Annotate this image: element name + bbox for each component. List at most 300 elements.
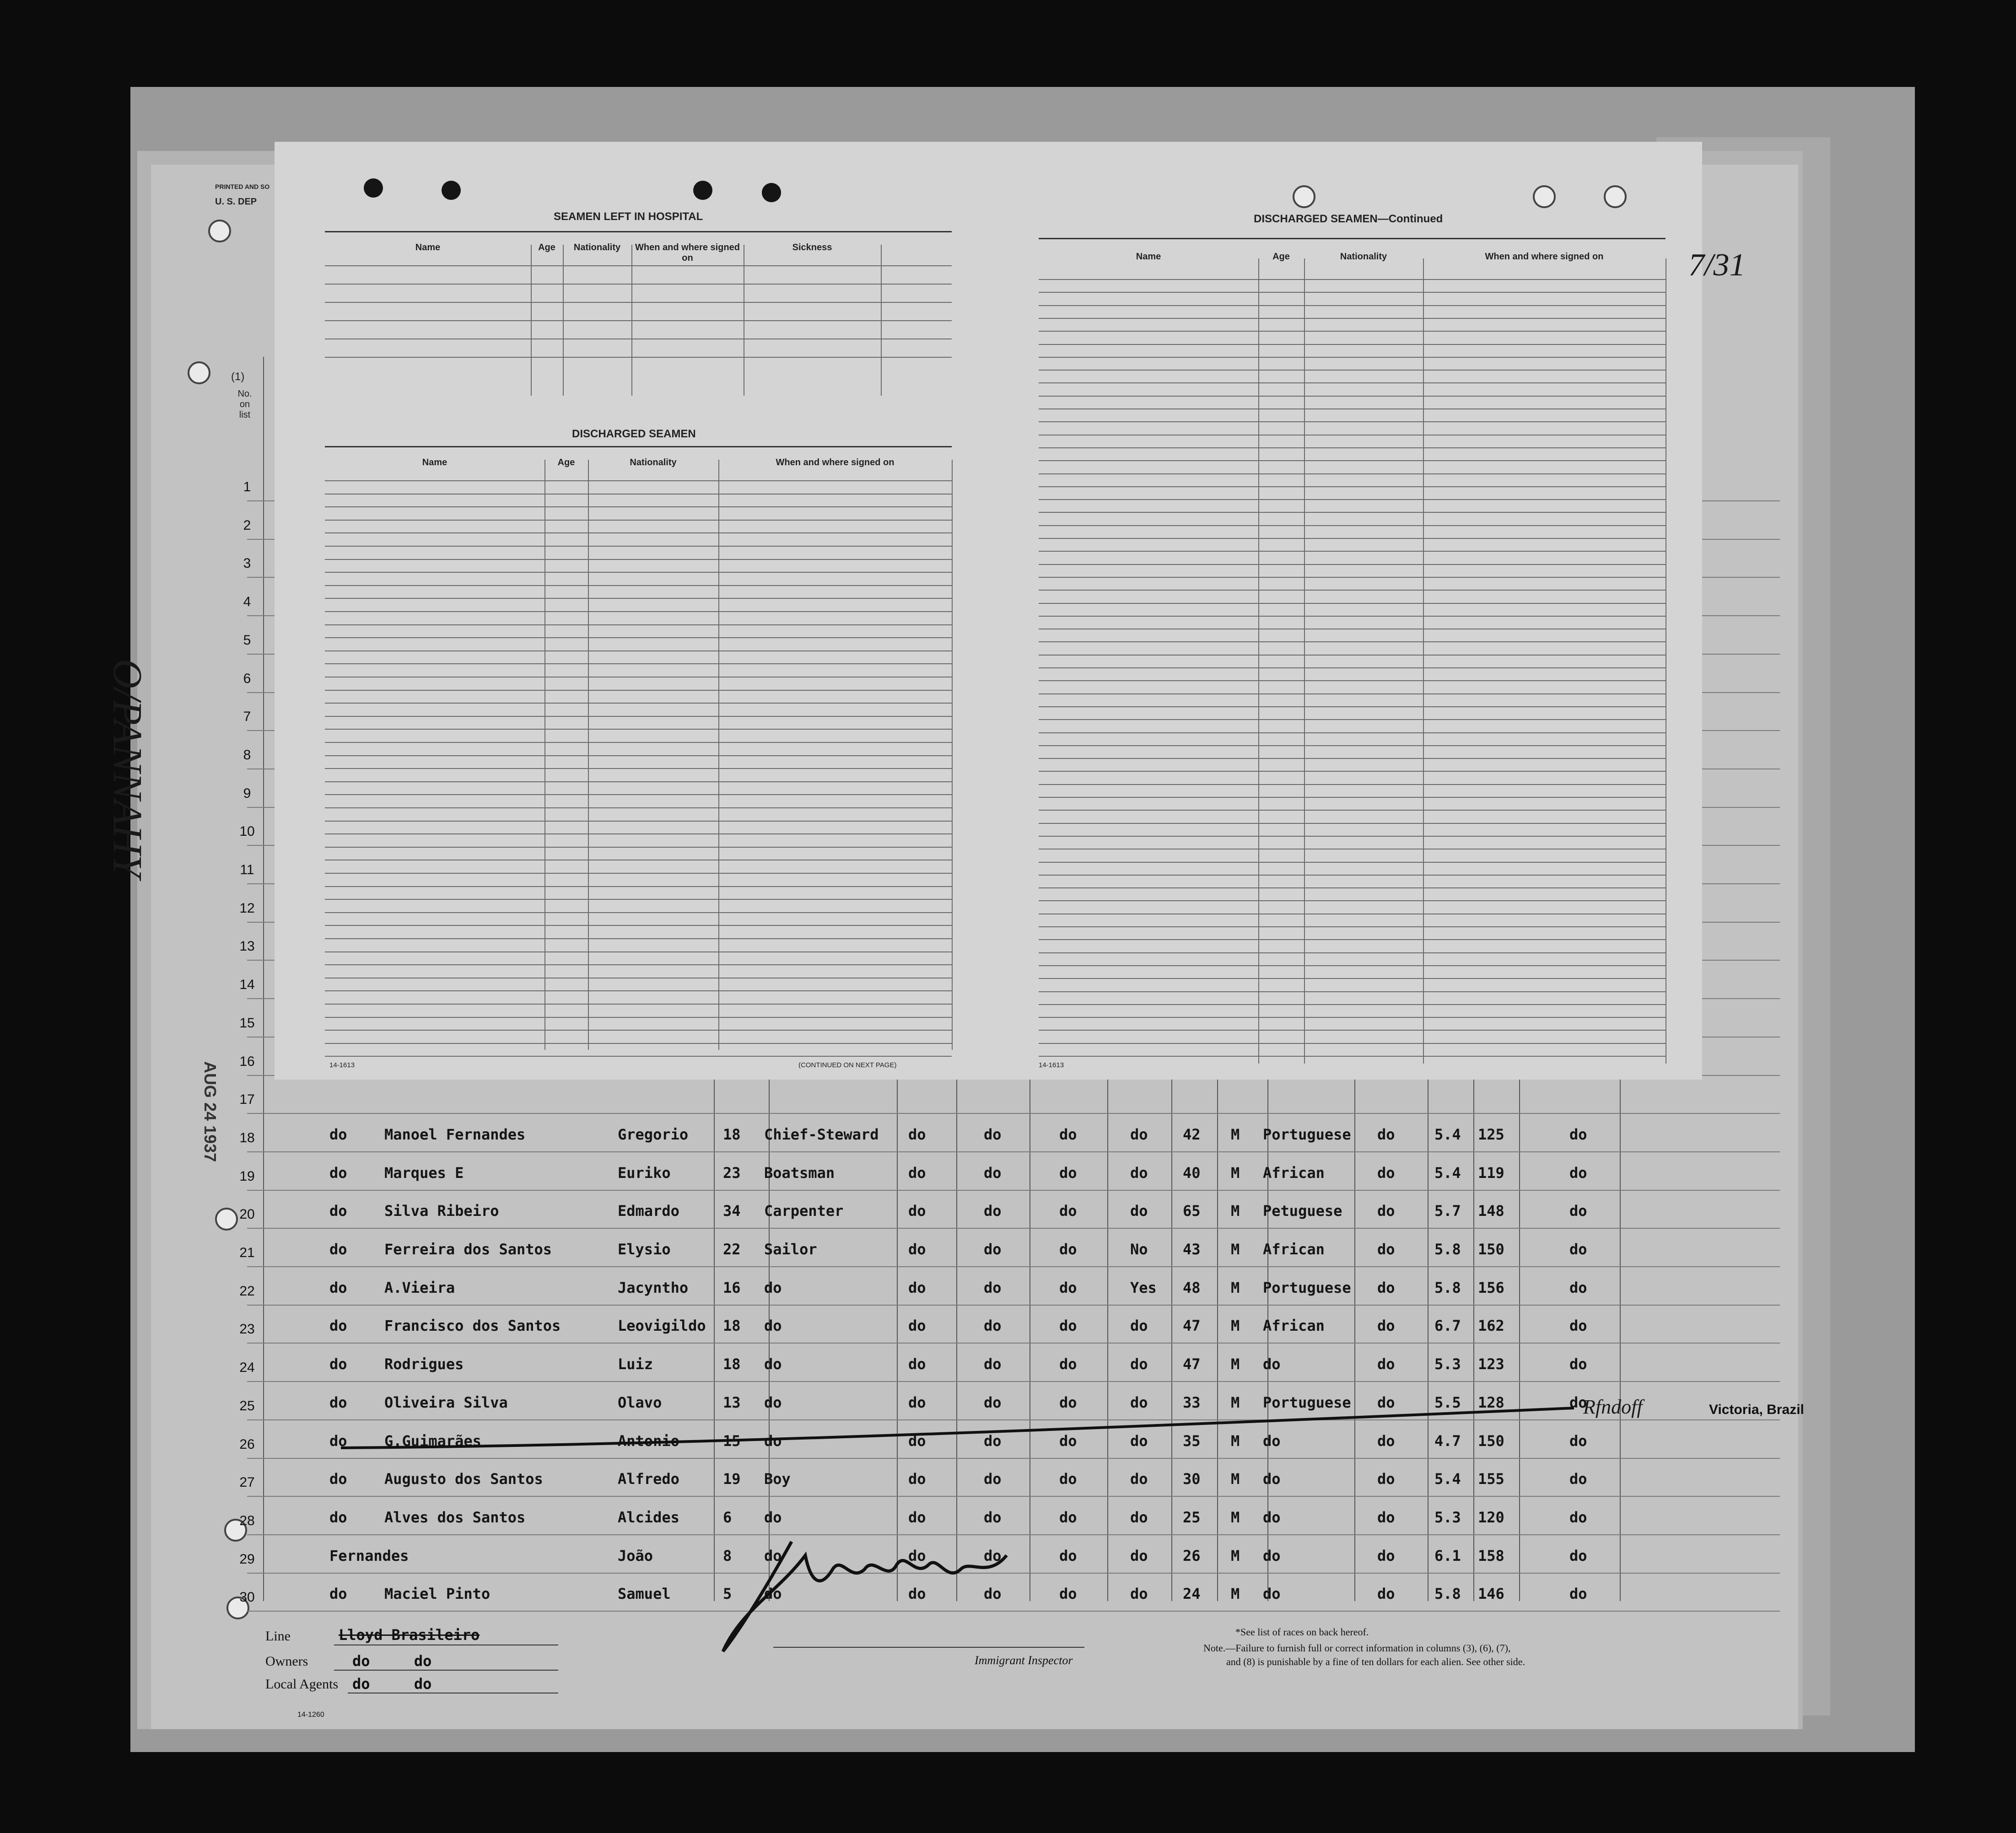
do-cell: do: [1569, 1393, 1587, 1411]
do-cell: do: [908, 1355, 926, 1373]
ruling-line: [1039, 1043, 1666, 1044]
column-header: Age: [538, 242, 555, 253]
ruling-line: [1039, 590, 1666, 591]
do-cell: do: [1377, 1241, 1395, 1258]
height-cell: 5.3: [1434, 1355, 1461, 1373]
footer-form-number: 14-1260: [297, 1711, 324, 1719]
weight-cell: 158: [1478, 1547, 1504, 1564]
ruling-line: [1039, 370, 1666, 371]
age-cell: 16: [723, 1279, 741, 1296]
do-cell: do: [908, 1470, 926, 1488]
do-cell: do: [1377, 1164, 1395, 1182]
ruling-line: [1039, 603, 1666, 604]
age-cell: 5: [723, 1585, 732, 1603]
do-cell: do: [984, 1432, 1002, 1450]
punch-hole: [1293, 185, 1315, 208]
ruling-line: [1039, 693, 1666, 694]
given-name-cell: Antonio: [618, 1432, 679, 1450]
weight-cell: 119: [1478, 1164, 1504, 1182]
ruling-line: [1039, 421, 1666, 422]
surname-cell: A.Vieira: [384, 1279, 455, 1296]
ruling-line: [325, 690, 952, 691]
do-cell: do: [1130, 1585, 1148, 1603]
do-cell: do: [1059, 1317, 1077, 1335]
form-number: 14-1613: [1039, 1061, 1064, 1069]
surname-cell: Alves dos Santos: [384, 1508, 526, 1526]
punch-hole: [208, 220, 231, 242]
rank-cell: Sailor: [764, 1241, 817, 1258]
row-entry-prefix: do: [329, 1508, 347, 1526]
given-name-cell: Olavo: [618, 1393, 662, 1411]
sex-cell: M: [1231, 1393, 1240, 1411]
row-number: 20: [239, 1207, 255, 1222]
ruling-line: [1039, 823, 1666, 824]
ruling-line: [1039, 551, 1666, 552]
ruling-line: [325, 494, 952, 495]
row-number: 12: [239, 900, 255, 916]
ruling-line: [325, 847, 952, 848]
race-cell: do: [1263, 1585, 1281, 1603]
col-divider: [563, 245, 564, 396]
do-cell: do: [1377, 1202, 1395, 1220]
surname-cell: Manoel Fernandes: [384, 1125, 526, 1143]
ruling-line: [325, 821, 952, 822]
row-number: 23: [239, 1322, 255, 1337]
sex-cell: M: [1231, 1125, 1240, 1143]
row-number: 19: [239, 1168, 255, 1184]
race-cell: do: [1263, 1432, 1281, 1450]
ruling-line: [1039, 318, 1666, 319]
do-cell: do: [984, 1585, 1002, 1603]
fine-note-2: and (8) is punishable by a fine of ten dollars for each alien. See other side.: [1226, 1656, 1525, 1667]
age-years-cell: 33: [1183, 1393, 1201, 1411]
do-cell: do: [908, 1508, 926, 1526]
ruling-line: [1039, 292, 1666, 293]
ruling-line: [1039, 680, 1666, 681]
row-line: [247, 1305, 1780, 1306]
given-name-cell: Elysio: [618, 1241, 671, 1258]
age-years-cell: 47: [1183, 1317, 1201, 1335]
line-label: Line: [265, 1629, 291, 1644]
ruling-line: [325, 520, 952, 521]
given-name-cell: João: [618, 1547, 653, 1564]
row-entry-prefix: do: [329, 1393, 347, 1411]
do-cell: do: [1377, 1393, 1395, 1411]
given-name-cell: Edmardo: [618, 1202, 679, 1220]
do-cell: do: [1377, 1470, 1395, 1488]
ruling-line: [1039, 939, 1666, 940]
ruling-line: [325, 1004, 952, 1005]
ruling-line: [1039, 862, 1666, 863]
col-divider: [631, 245, 632, 396]
ruling-line: [1039, 305, 1666, 306]
ruling-line: [1039, 460, 1666, 461]
ruling-line: [1039, 538, 1666, 539]
ruling-line: [1039, 952, 1666, 953]
col-divider: [1171, 1080, 1172, 1601]
ruling-line: [325, 265, 952, 266]
do-cell: do: [1377, 1279, 1395, 1296]
do-cell: do: [1569, 1164, 1587, 1182]
height-cell: 5.7: [1434, 1202, 1461, 1220]
owners-underline: [334, 1670, 558, 1671]
rank-cell: do: [764, 1547, 782, 1564]
age-years-cell: 30: [1183, 1470, 1201, 1488]
row-number: 8: [243, 747, 251, 763]
row-number: 22: [239, 1283, 255, 1299]
do-cell: do: [1130, 1164, 1148, 1182]
col-divider: [544, 460, 545, 1050]
do-cell: do: [984, 1470, 1002, 1488]
column-header: When and where signed on: [776, 457, 895, 468]
do-cell: do: [1059, 1125, 1077, 1143]
row-entry-prefix: do: [329, 1317, 347, 1335]
given-name-cell: Jacyntho: [618, 1279, 689, 1296]
ruling-line: [325, 284, 952, 285]
punch-hole: [1604, 185, 1627, 208]
ruling-line: [1039, 797, 1666, 798]
ruling-line: [325, 703, 952, 704]
punch-hole: [215, 1208, 238, 1231]
race-cell: do: [1263, 1470, 1281, 1488]
column-header: When and where signed on: [635, 242, 740, 263]
do-cell: No: [1130, 1241, 1148, 1258]
row-number: 14: [239, 977, 255, 993]
ruling-line: [1039, 577, 1666, 578]
height-cell: 5.5: [1434, 1393, 1461, 1411]
weight-cell: 150: [1478, 1241, 1504, 1258]
continued-note: (CONTINUED ON NEXT PAGE): [798, 1061, 897, 1069]
ruling-line: [1039, 525, 1666, 526]
column-header: Sickness: [792, 242, 832, 253]
column-header: Age: [557, 457, 575, 468]
row-number: 26: [239, 1436, 255, 1452]
race-cell: Portuguese: [1263, 1125, 1351, 1143]
weight-cell: 156: [1478, 1279, 1504, 1296]
row-entry-prefix: do: [329, 1125, 347, 1143]
given-name-cell: Euriko: [618, 1164, 671, 1182]
row-line: [247, 1458, 1780, 1459]
row-line: [247, 1381, 1780, 1382]
row-entry-prefix: do: [329, 1202, 347, 1220]
do-cell: do: [1377, 1432, 1395, 1450]
ruling-line: [1039, 279, 1666, 280]
row-number: 15: [239, 1015, 255, 1031]
do-cell: do: [1130, 1125, 1148, 1143]
age-years-cell: 65: [1183, 1202, 1201, 1220]
age-cell: 18: [723, 1125, 741, 1143]
given-name-cell: Luiz: [618, 1355, 653, 1373]
ruling-line: [1039, 473, 1666, 474]
top-right-note: 7/31: [1688, 247, 1746, 283]
race-cell: Portuguese: [1263, 1279, 1351, 1296]
rank-cell: do: [764, 1393, 782, 1411]
do-cell: do: [1377, 1317, 1395, 1335]
row-number: 1: [243, 479, 251, 495]
column-header: Age: [1272, 252, 1290, 262]
do-cell: do: [1569, 1585, 1587, 1603]
agents-label: Local Agents: [265, 1677, 339, 1692]
age-cell: 8: [723, 1547, 732, 1564]
ruling-line: [325, 899, 952, 900]
weight-cell: 128: [1478, 1393, 1504, 1411]
rank-cell: do: [764, 1432, 782, 1450]
ruling-line: [1039, 758, 1666, 759]
do-cell: do: [1569, 1355, 1587, 1373]
inspector-label: Immigrant Inspector: [975, 1654, 1073, 1667]
rank-cell: Boatsman: [764, 1164, 835, 1182]
do-cell: do: [984, 1125, 1002, 1143]
ruling-line: [325, 637, 952, 638]
ruling-line: [325, 572, 952, 573]
ruling-line: [1039, 1004, 1666, 1005]
surname-cell: Marques E: [384, 1164, 464, 1182]
do-cell: do: [1569, 1432, 1587, 1450]
overlay-left-page: [275, 142, 988, 1080]
ruling-line: [1039, 382, 1666, 383]
weight-cell: 148: [1478, 1202, 1504, 1220]
age-years-cell: 25: [1183, 1508, 1201, 1526]
age-years-cell: 47: [1183, 1355, 1201, 1373]
ruling-line: [1039, 447, 1666, 448]
do-cell: do: [1130, 1547, 1148, 1564]
ruling-line: [1039, 965, 1666, 966]
height-cell: 6.7: [1434, 1317, 1461, 1335]
row-number: 28: [239, 1513, 255, 1528]
weight-cell: 150: [1478, 1432, 1504, 1450]
surname-cell: Maciel Pinto: [384, 1585, 491, 1603]
row-number: 27: [239, 1475, 255, 1490]
race-cell: African: [1263, 1241, 1325, 1258]
col-divider: [588, 460, 589, 1050]
height-cell: 5.8: [1434, 1279, 1461, 1296]
rank-cell: do: [764, 1585, 782, 1603]
rank-cell: Chief-Steward: [764, 1125, 879, 1143]
age-cell: 34: [723, 1202, 741, 1220]
row-number: 2: [243, 517, 251, 533]
row-entry-prefix: do: [329, 1432, 347, 1450]
do-cell: do: [1130, 1317, 1148, 1335]
do-cell: do: [908, 1393, 926, 1411]
row-number: 4: [243, 594, 251, 610]
row-line: [247, 1266, 1780, 1267]
ruling-line: [1039, 641, 1666, 642]
ruling-line: [325, 585, 952, 586]
do-cell: do: [1059, 1508, 1077, 1526]
ruling-line: [1039, 1017, 1666, 1018]
rule: [325, 231, 952, 232]
do-cell: do: [908, 1585, 926, 1603]
weight-cell: 155: [1478, 1470, 1504, 1488]
age-years-cell: 42: [1183, 1125, 1201, 1143]
surname-cell: Rodrigues: [384, 1355, 464, 1373]
ruling-line: [325, 833, 952, 834]
height-cell: 5.4: [1434, 1470, 1461, 1488]
surname-cell: G.Guimarães: [384, 1432, 481, 1450]
row-line: [247, 1343, 1780, 1344]
row-line: [247, 1496, 1780, 1497]
age-cell: 15: [723, 1432, 741, 1450]
do-cell: do: [984, 1355, 1002, 1373]
do-cell: do: [1377, 1585, 1395, 1603]
row-number: 21: [239, 1245, 255, 1260]
column-header: When and where signed on: [1485, 252, 1604, 262]
sex-cell: M: [1231, 1241, 1240, 1258]
ruling-line: [1039, 887, 1666, 888]
do-cell: do: [1059, 1547, 1077, 1564]
ruling-line: [325, 357, 952, 358]
do-cell: do: [984, 1164, 1002, 1182]
do-cell: do: [1059, 1585, 1077, 1603]
do-cell: do: [1059, 1432, 1077, 1450]
col-divider: [1258, 258, 1259, 1064]
row-number: 9: [243, 785, 251, 801]
row-number: 30: [239, 1590, 255, 1605]
col-divider: [1107, 1080, 1108, 1601]
form-number: 14-1613: [329, 1061, 355, 1069]
do-cell: do: [984, 1508, 1002, 1526]
do-cell: do: [1059, 1355, 1077, 1373]
owners-value: do do: [352, 1652, 432, 1670]
col1-sub-header: No. on list: [237, 389, 252, 420]
ruling-line: [325, 532, 952, 533]
ruling-line: [1039, 344, 1666, 345]
owners-label: Owners: [265, 1654, 308, 1669]
row27-note: Victoria, Brazil: [1709, 1402, 1804, 1417]
row-number: 25: [239, 1398, 255, 1414]
punch-hole: [762, 183, 781, 202]
race-cell: do: [1263, 1508, 1281, 1526]
inspector-signature: [714, 1528, 1034, 1665]
col-divider: [952, 460, 953, 1050]
do-cell: do: [1059, 1279, 1077, 1296]
ruling-line: [325, 912, 952, 913]
row-entry-prefix: do: [329, 1355, 347, 1373]
do-cell: do: [984, 1547, 1002, 1564]
row-number: 29: [239, 1551, 255, 1567]
do-cell: do: [984, 1279, 1002, 1296]
age-years-cell: 48: [1183, 1279, 1201, 1296]
punch-hole: [442, 181, 461, 200]
ruling-line: [1039, 512, 1666, 513]
ruling-line: [325, 598, 952, 599]
do-cell: do: [1130, 1202, 1148, 1220]
do-cell: do: [1569, 1317, 1587, 1335]
col-divider: [718, 460, 719, 1050]
ruling-line: [1039, 978, 1666, 979]
sex-cell: M: [1231, 1164, 1240, 1182]
ruling-line: [325, 794, 952, 795]
rank-cell: do: [764, 1508, 782, 1526]
rank-cell: do: [764, 1355, 782, 1373]
ruling-line: [325, 951, 952, 952]
ruling-line: [1039, 745, 1666, 746]
col-divider: [531, 245, 532, 396]
col-divider: [1473, 1080, 1474, 1601]
do-cell: do: [1059, 1164, 1077, 1182]
weight-cell: 125: [1478, 1125, 1504, 1143]
height-cell: 4.7: [1434, 1432, 1461, 1450]
do-cell: do: [1130, 1393, 1148, 1411]
ruling-line: [1039, 771, 1666, 772]
line-value: Lloyd Brasileiro: [339, 1626, 480, 1644]
col-divider: [881, 245, 882, 396]
ruling-line: [325, 506, 952, 507]
ruling-line: [1039, 667, 1666, 668]
ruling-line: [1039, 499, 1666, 500]
row-line: [247, 1190, 1780, 1191]
ruling-line: [325, 964, 952, 965]
col-divider: [1519, 1080, 1520, 1601]
column-header: Name: [422, 457, 447, 468]
ruling-line: [1039, 875, 1666, 876]
sex-cell: M: [1231, 1547, 1240, 1564]
do-cell: do: [1059, 1393, 1077, 1411]
ruling-line: [1039, 357, 1666, 358]
races-note: *See list of races on back hereof.: [1235, 1626, 1369, 1638]
column-header: Nationality: [573, 242, 621, 253]
ruling-line: [325, 938, 952, 939]
column-header: Name: [1136, 252, 1161, 262]
ruling-line: [325, 650, 952, 651]
do-cell: do: [984, 1393, 1002, 1411]
ruling-line: [325, 729, 952, 730]
age-cell: 19: [723, 1470, 741, 1488]
col-divider: [897, 1080, 898, 1601]
age-years-cell: 24: [1183, 1585, 1201, 1603]
given-name-cell: Alcides: [618, 1508, 679, 1526]
sex-cell: M: [1231, 1585, 1240, 1603]
ruling-line: [1039, 1030, 1666, 1031]
race-cell: do: [1263, 1547, 1281, 1564]
ruling-line: [325, 1030, 952, 1031]
ruling-line: [1039, 616, 1666, 617]
sex-cell: M: [1231, 1470, 1240, 1488]
ruling-line: [1039, 732, 1666, 733]
hospital-title: SEAMEN LEFT IN HOSPITAL: [554, 210, 703, 223]
ruling-line: [325, 873, 952, 874]
age-years-cell: 43: [1183, 1241, 1201, 1258]
row-line: [247, 1151, 1780, 1152]
row-number: 7: [243, 709, 251, 725]
corner-header-line2: U. S. DEP: [215, 197, 257, 207]
given-name-cell: Samuel: [618, 1585, 671, 1603]
do-cell: do: [1377, 1355, 1395, 1373]
side-date-stamp: AUG 24 1937: [201, 1061, 220, 1162]
corner-header-line1: PRINTED AND SO: [215, 183, 270, 190]
ruling-line: [325, 663, 952, 664]
ruling-line: [1039, 991, 1666, 992]
age-cell: 18: [723, 1317, 741, 1335]
do-cell: Yes: [1130, 1279, 1157, 1296]
sex-cell: M: [1231, 1508, 1240, 1526]
ruling-line: [1039, 655, 1666, 656]
sex-cell: M: [1231, 1355, 1240, 1373]
weight-cell: 120: [1478, 1508, 1504, 1526]
age-cell: 18: [723, 1355, 741, 1373]
ruling-line: [325, 1043, 952, 1044]
ruling-line: [325, 807, 952, 808]
agents-value: do do: [352, 1675, 432, 1693]
ruling-line: [325, 925, 952, 926]
race-cell: African: [1263, 1164, 1325, 1182]
sex-cell: M: [1231, 1317, 1240, 1335]
sex-cell: M: [1231, 1202, 1240, 1220]
ruling-line: [325, 559, 952, 560]
row-number: 11: [240, 862, 254, 877]
race-cell: Portuguese: [1263, 1393, 1351, 1411]
punch-hole: [693, 181, 712, 200]
